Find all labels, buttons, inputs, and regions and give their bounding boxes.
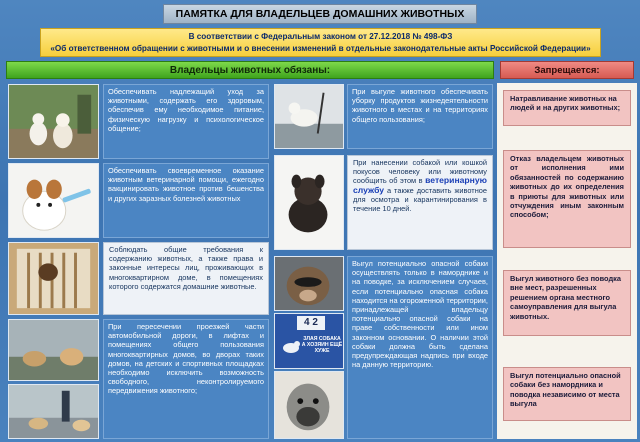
photo-dangerous-dog (274, 256, 344, 311)
sign-number: 4 2 (297, 316, 325, 330)
bite-report-before: При нанесении собакой или кошкой покусов человеку или животному сообщить об этом в (353, 158, 487, 186)
forbidden-item-dangerous-dog: Выгул потенциально опасной собаки без намордника и поводка независимо от места выгула (503, 367, 631, 421)
duty-cleanup-text: При выгуле животного обеспечивать уборку продуктов жизнедеятельности животного в местах и на территориях общего пользования; (347, 84, 493, 149)
law-line-1: В соответствии с Федеральным законом от 27.12.2018 № 498-ФЗ (188, 32, 453, 41)
law-reference (40, 28, 601, 57)
sign-dog-icon (281, 340, 301, 354)
photo-cleanup-after-dog (274, 84, 344, 149)
forbidden-item-no-leash: Выгул животного без поводка вне мест, разрешенных решением органа местного самоуправления для выгула животных. (503, 270, 631, 336)
duty-vet-text: Обеспечивать своевременное оказание животным ветеринарной помощи, ежегодно вакцинировать животное против бешенства и других заразных болезней животных (103, 163, 269, 238)
sign-text: ЗЛАЯ СОБАКА А ХОЗЯИН ЕЩЁ ХУЖЕ (301, 336, 343, 354)
vet-service-highlight: ветеринарную службу (353, 175, 487, 195)
duty-housing-text: Соблюдать общие требования к содержанию животных, а также права и законные интересы лиц, проживающих в многоквартирном доме, в помещениях которого содержатся домашние животные. (103, 242, 269, 315)
duty-bite-report-text (347, 155, 493, 250)
photo-dogs-on-path (8, 84, 99, 159)
bite-report-after: а также доставить животное для осмотра и карантинирования в течение 10 дней. (353, 185, 487, 214)
page-title: ПАМЯТКА ДЛЯ ВЛАДЕЛЬЦЕВ ДОМАШНИХ ЖИВОТНЫХ (163, 4, 477, 24)
photo-dogs-in-yard (8, 319, 99, 381)
law-line-2: «Об ответственном обращении с животными и о внесении изменений в отдельные законодательные акты Российской Федерации» (50, 44, 591, 53)
photo-puppy (274, 155, 344, 250)
duty-control-text: При пересечении проезжей части автомобильной дороги, в лифтах и помещениях общего пользования многоквартирных домов, во дворах таких домов, на детских и спортивных площадках необходимо исключить возможность свободного, неконтролируемого передвижения животного; (103, 319, 269, 439)
duty-dangerous-dog-text: Выгул потенциально опасной собаки осуществлять только в наморднике и на поводке, за исключением случаев, если потенциально опасная собака находится на огороженной территории, принадлежащей владельцу потенциально опасной собаки на праве собственности или ином законном основании. О наличии этой собаки должна быть сделана предупреждающая надпись при входе на данную территорию. (347, 256, 493, 439)
photo-muzzled-dog (274, 371, 344, 439)
duty-care-text: Обеспечивать надлежащий уход за животными, содержать его здоровым, обеспечив ему необходимое питание, физическую нагрузку и психологическое общение; (103, 84, 269, 159)
photo-warning-sign (274, 313, 344, 369)
forbidden-item-incitement: Натравливание животных на людей и на других животных; (503, 90, 631, 126)
photo-dog-at-gate (8, 242, 99, 315)
obliged-section-header: Владельцы животных обязаны: (6, 61, 494, 79)
forbidden-item-abandonment: Отказ владельцем животных от исполнения ими обязанностей по содержанию животных до их определения в приюты для животных или отчуждения иным законным способом; (503, 150, 631, 248)
forbidden-section-header: Запрещается: (500, 61, 634, 79)
photo-dog-vaccination (8, 163, 99, 238)
photo-dogs-on-leash (8, 384, 99, 439)
